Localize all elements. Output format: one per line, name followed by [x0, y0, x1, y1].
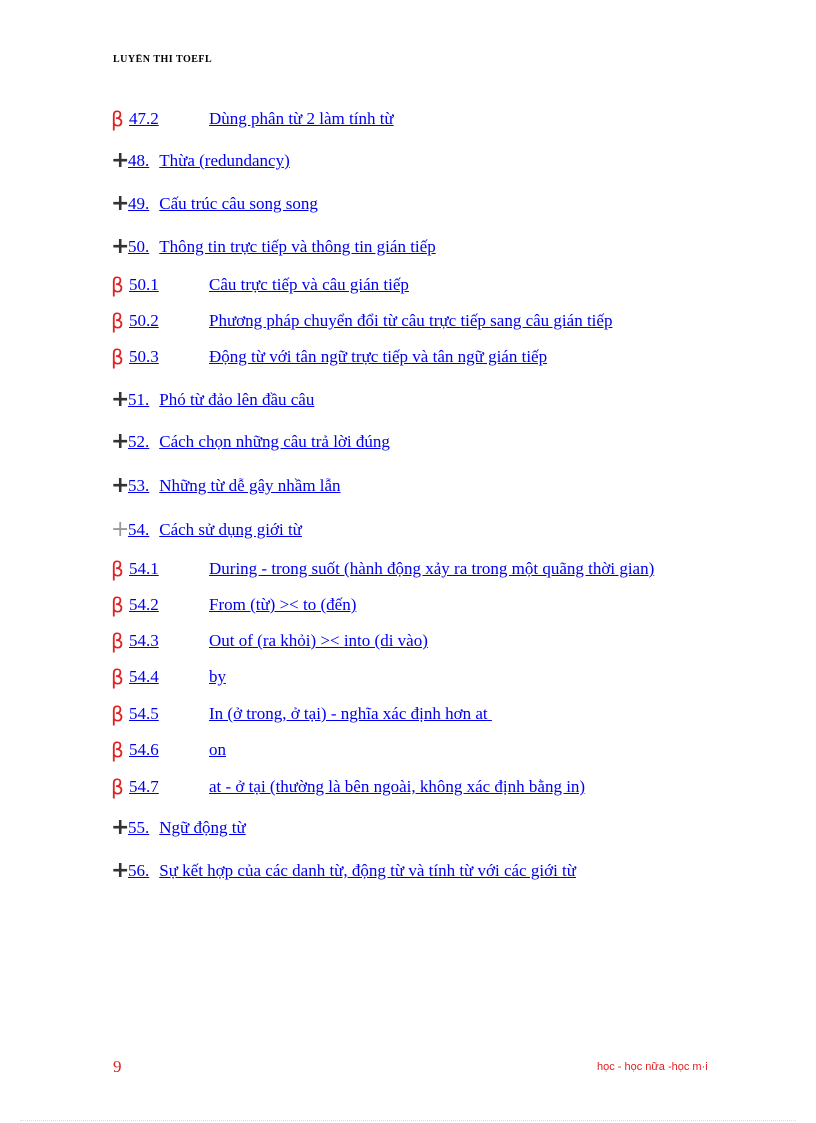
toc-title: Phó từ đảo lên đầu câu — [159, 390, 315, 409]
toc-title: Thừa (redundancy) — [159, 151, 290, 170]
bullet-beta-icon: β — [111, 309, 124, 333]
toc-link[interactable] — [128, 476, 341, 496]
bullet-beta-icon: β — [111, 557, 124, 581]
toc-number: 54.6 — [129, 740, 159, 759]
toc-entry[interactable] — [111, 234, 436, 259]
toc-entry[interactable] — [111, 667, 226, 687]
toc-number: 48. — [128, 151, 150, 170]
toc-title: Những từ dễ gây nhầm lẫn — [159, 476, 341, 495]
toc-entry[interactable] — [111, 631, 428, 651]
toc-entry[interactable] — [111, 777, 585, 797]
toc-title: Cấu trúc câu song song — [159, 194, 318, 213]
toc-number: 54. — [128, 520, 150, 539]
toc-link[interactable] — [129, 347, 547, 367]
bullet-beta-icon: β — [111, 107, 124, 131]
bullet-beta-icon: β — [111, 345, 124, 369]
toc-number: 54.2 — [129, 595, 159, 614]
toc-number: 47.2 — [129, 109, 159, 128]
bullet-cross-icon: + — [111, 473, 130, 498]
toc-entry[interactable] — [111, 704, 518, 724]
bullet-cross-icon: + — [111, 815, 130, 840]
toc-title: Câu trực tiếp và câu gián tiếp — [209, 275, 409, 294]
toc-link[interactable] — [128, 432, 390, 452]
toc-entry[interactable] — [111, 740, 226, 760]
bullet-cross-icon: + — [111, 517, 130, 542]
bullet-beta-icon: β — [111, 629, 124, 653]
toc-entry[interactable] — [111, 347, 547, 367]
bullet-cross-icon: + — [111, 191, 130, 216]
bullet-beta-icon: β — [111, 273, 124, 297]
toc-entry[interactable] — [111, 387, 315, 412]
toc-link[interactable] — [129, 667, 226, 687]
toc-number: 55. — [128, 818, 150, 837]
toc-link[interactable] — [129, 704, 518, 724]
toc-number: 54.1 — [129, 559, 159, 578]
toc-entry[interactable] — [111, 517, 302, 542]
toc-link[interactable] — [129, 740, 226, 760]
toc-link[interactable] — [128, 520, 302, 540]
toc-entry[interactable] — [111, 595, 356, 615]
bullet-cross-icon: + — [111, 234, 130, 259]
toc-number: 54.5 — [129, 704, 159, 723]
toc-number: 53. — [128, 476, 150, 495]
toc-title: From (từ) >< to (đến) — [209, 595, 357, 614]
toc-entry[interactable] — [111, 311, 612, 331]
toc-title: on — [209, 740, 226, 759]
bullet-beta-icon: β — [111, 775, 124, 799]
toc-number: 50. — [128, 237, 150, 256]
toc-number: 54.7 — [129, 777, 159, 796]
toc-number: 49. — [128, 194, 150, 213]
toc-title: Thông tin trực tiếp và thông tin gián tiếp — [159, 237, 436, 256]
document-header: LUYỆN THI TOEFL — [113, 54, 213, 63]
toc-title: Out of (ra khỏi) >< into (di vào) — [209, 631, 428, 650]
toc-number: 51. — [128, 390, 150, 409]
toc-title: Cách chọn những câu trả lời đúng — [159, 432, 390, 451]
toc-number: 52. — [128, 432, 150, 451]
bullet-beta-icon: β — [111, 702, 124, 726]
toc-link[interactable] — [128, 861, 576, 881]
toc-entry[interactable] — [111, 275, 409, 295]
toc-link[interactable] — [129, 777, 585, 797]
toc-entry[interactable] — [111, 109, 394, 129]
toc-link[interactable] — [128, 390, 314, 410]
toc-title: Cách sử dụng giới từ — [159, 520, 302, 539]
toc-link[interactable] — [129, 559, 654, 579]
toc-title: Động từ với tân ngữ trực tiếp và tân ngữ gián tiếp — [209, 347, 548, 366]
toc-entry[interactable] — [111, 429, 390, 454]
footer-slogan: học - học nữa -học m·i — [597, 1061, 708, 1073]
toc-number: 50.1 — [129, 275, 159, 294]
toc-number: 54.4 — [129, 667, 159, 686]
toc-link[interactable] — [129, 595, 356, 615]
toc-entry[interactable] — [111, 148, 290, 173]
toc-title: by — [209, 667, 226, 686]
toc-number: 56. — [128, 861, 150, 880]
toc-link[interactable] — [128, 818, 246, 838]
bullet-beta-icon: β — [111, 593, 124, 617]
toc-entry[interactable] — [111, 191, 318, 216]
toc-link[interactable] — [128, 237, 436, 257]
bullet-cross-icon: + — [111, 858, 130, 883]
toc-link[interactable] — [129, 311, 612, 331]
toc-link[interactable] — [129, 631, 428, 651]
toc-entry[interactable] — [111, 559, 654, 579]
bullet-cross-icon: + — [111, 429, 130, 454]
bullet-cross-icon: + — [111, 148, 130, 173]
page-edge-divider — [20, 1120, 796, 1121]
toc-title: Phương pháp chuyển đổi từ câu trực tiếp sang câu gián tiếp — [209, 311, 613, 330]
toc-title: Sự kết hợp của các danh từ, động từ và tính từ với các giới từ — [159, 861, 576, 880]
toc-number: 54.3 — [129, 631, 159, 650]
toc-entry[interactable] — [111, 473, 341, 498]
page-number: 9 — [113, 1057, 122, 1076]
bullet-cross-icon: + — [111, 387, 130, 412]
toc-number: 50.2 — [129, 311, 159, 330]
toc-link[interactable] — [128, 194, 318, 214]
toc-title: Ngữ động từ — [159, 818, 246, 837]
toc-title: During - trong suốt (hành động xảy ra trong một quãng thời gian) — [209, 559, 655, 578]
toc-title: at - ở tại (thường là bên ngoài, không xác định bằng in) — [209, 777, 586, 796]
bullet-beta-icon: β — [111, 665, 124, 689]
toc-entry[interactable] — [111, 815, 246, 840]
toc-link[interactable] — [128, 151, 290, 171]
toc-title: Dùng phân từ 2 làm tính từ — [209, 109, 394, 128]
toc-link[interactable] — [129, 109, 394, 129]
bullet-beta-icon: β — [111, 738, 124, 762]
toc-entry[interactable] — [111, 858, 576, 883]
toc-link[interactable] — [129, 275, 409, 295]
toc-title: In (ở trong, ở tại) - nghĩa xác định hơn at — [209, 704, 488, 723]
toc-number: 50.3 — [129, 347, 159, 366]
